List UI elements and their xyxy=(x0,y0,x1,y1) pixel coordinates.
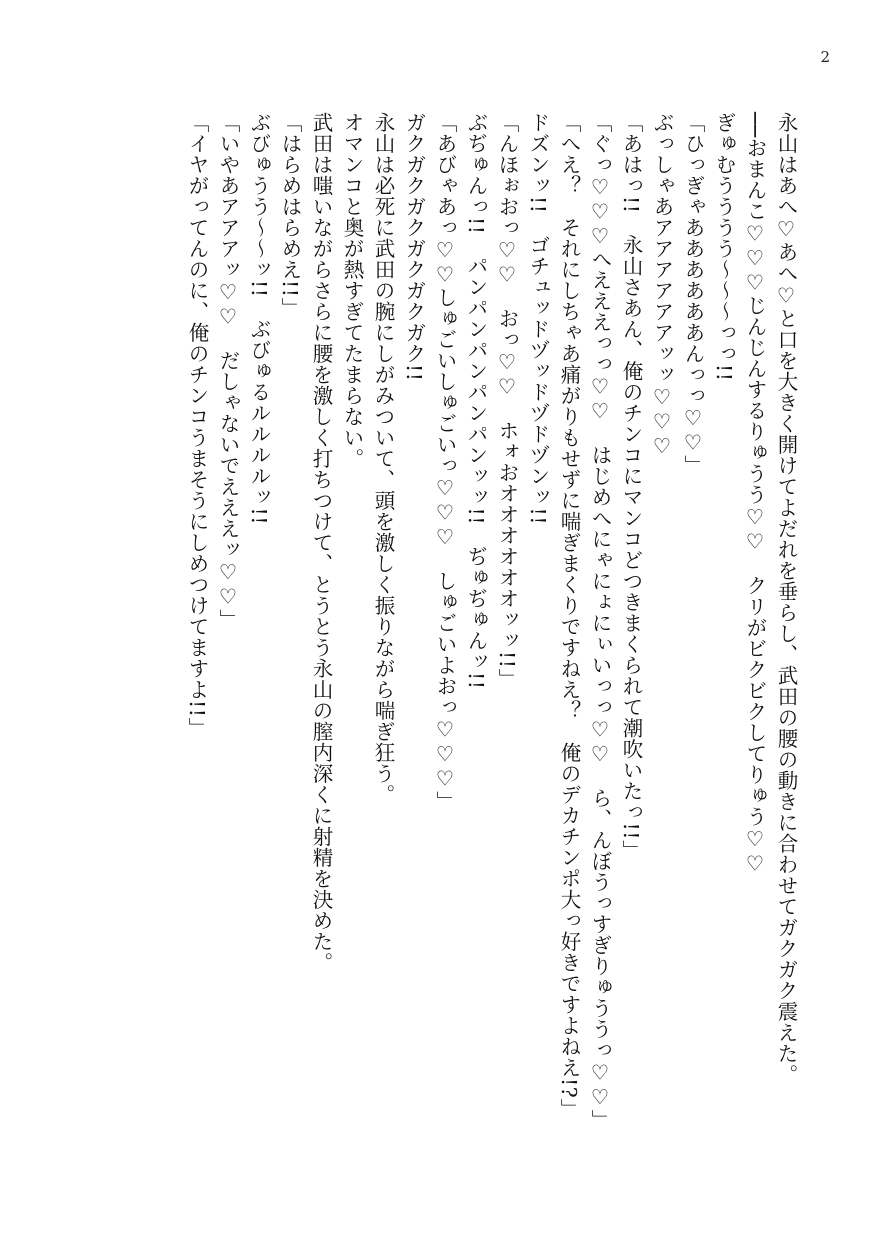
text-line: 「あびゃあっ♡♡しゅごいしゅごいっ♡♡♡ しゅごいよおっ♡♡♡」 xyxy=(433,112,457,812)
vertical-text-body xyxy=(110,112,800,1172)
text-line: ぶびゅうう〜〜ッ!! ぶびゅるルルルルッ!! xyxy=(247,112,271,525)
text-line: ドズンッ!! ゴチュッドヅッドヅドヅンッ!! xyxy=(526,112,550,525)
text-line: 「ぐっ♡♡♡へえええっっ♡♡ はじめへにゃにょにぃいっっ♡♡ ら、んぼうっすぎりゅううっ♡♡」 xyxy=(588,112,612,1131)
text-line: ガクガクガクガクガクガク!! xyxy=(402,112,426,382)
text-line: 「はらめはらめえ!!」 xyxy=(278,112,302,319)
text-line: 永山は必死に武田の腕にしがみついて、頭を激しく振りながら喘ぎ狂う。 xyxy=(371,112,395,805)
text-line: オマンコと奥が熱すぎてたまらない。 xyxy=(340,112,364,469)
text-line: ぶぢゅんっ!! パンパンパンパンパンッッ!! ぢゅぢゅんッ!! xyxy=(464,112,488,690)
text-line: 「イヤがってんのに、俺のチンコうまそうにしめつけてますよ!!」 xyxy=(185,112,209,739)
text-line: 「いやあアアアッ♡♡ だしゃないでえええッ♡♡」 xyxy=(216,112,240,630)
text-line: 永山はあへ♡あへ♡と口を大きく開けてよだれを垂らし、武田の腰の動きに合わせてガクガク震えた。 xyxy=(774,112,798,1085)
text-line: 武田は嗤いながらさらに腰を激しく打ちつけて、とうとう永山の膣内深くに射精を決めた。 xyxy=(309,112,333,973)
text-line: 「へえ？ それにしちゃあ痛がりもせずに喘ぎまくりですねえ？ 俺のデカチンポ大っ好きですよねえ!?」 xyxy=(557,112,581,1120)
text-line: ぶっしゃあアアアアアアッッ♡♡♡ xyxy=(650,112,674,459)
text-line: 「んほぉおっ♡♡ おっ♡♡ ホォおオオオオオオッッ!!」 xyxy=(495,112,519,690)
page-number: 2 xyxy=(820,48,830,66)
text-line: ──おまんこ♡♡♡じんじんするりゅうう♡♡ クリがビクビクしてりゅう♡♡ xyxy=(743,112,767,877)
text-line: 「ひっぎゃああああああんっっ♡♡」 xyxy=(681,112,705,476)
text-line: 「あはっ!! 永山さあん、俺のチンコにマンコどつきまくられて潮吹いたっ!!」 xyxy=(619,112,643,861)
text-line: ぎゅむうううう〜〜〜っっ!! xyxy=(712,112,736,382)
